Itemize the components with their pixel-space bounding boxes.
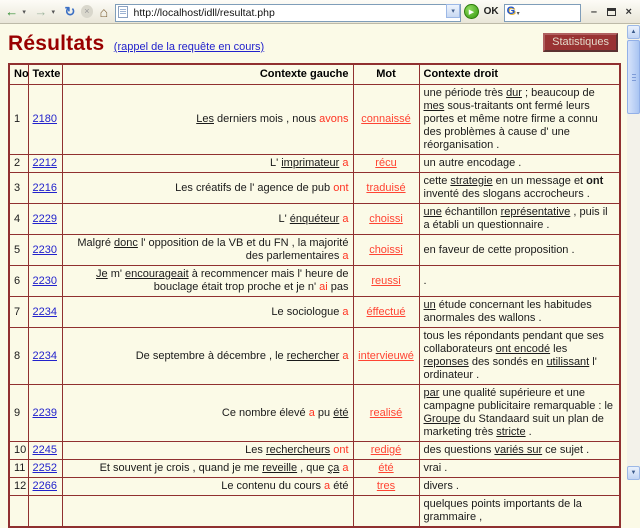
context-text: des questions xyxy=(423,444,495,456)
context-text: . xyxy=(525,426,532,438)
cell-mot xyxy=(353,235,419,266)
context-text: vrai . xyxy=(423,462,448,474)
context-text: des sondés en xyxy=(468,356,547,368)
marked-word: a xyxy=(342,349,349,362)
underlined-word: été xyxy=(333,406,349,419)
marked-word: avons xyxy=(319,113,349,125)
mot-link[interactable]: tres xyxy=(376,480,396,492)
underlined-word: reveille xyxy=(262,462,298,474)
cell-contexte-droit xyxy=(419,297,620,328)
underlined-word: Les xyxy=(196,113,214,125)
back-dropdown-icon[interactable]: ▾ xyxy=(22,8,26,16)
cell-contexte-gauche xyxy=(62,478,353,496)
table-row xyxy=(9,297,620,328)
context-text: Le contenu du cours xyxy=(221,480,325,492)
table-row xyxy=(9,155,620,173)
cell-contexte-droit xyxy=(419,328,620,385)
underlined-word: encourageait xyxy=(125,268,189,280)
context-text: pas xyxy=(327,281,349,293)
cell-texte xyxy=(28,204,62,235)
table-row xyxy=(9,385,620,442)
cell-contexte-gauche xyxy=(62,496,353,528)
url-dropdown-icon[interactable]: ▾ xyxy=(446,4,460,18)
cell-contexte-gauche xyxy=(62,204,353,235)
cell-contexte-droit xyxy=(419,478,620,496)
page-icon xyxy=(118,6,128,18)
context-text: Et souvent je crois , quand je me xyxy=(99,462,263,474)
context-text: à recommencer mais l' heure de bouclage était trop proche et je n' xyxy=(153,268,349,293)
underlined-word: Groupe xyxy=(423,413,461,425)
cell-contexte-droit xyxy=(419,460,620,478)
context-text: du Standaard suit un plan de marketing très xyxy=(423,413,604,438)
restore-glyph xyxy=(607,8,616,16)
marked-word: a xyxy=(342,462,349,474)
cell-row-number: 10 xyxy=(9,442,28,460)
table-row xyxy=(9,478,620,496)
context-text: sous-traitants ont fermé leurs portes et même notre firme a connu des problèmes à cause d' une réorganisation . xyxy=(423,100,598,151)
cell-texte xyxy=(28,442,62,460)
marked-word: a xyxy=(308,406,315,419)
cell-contexte-gauche xyxy=(62,266,353,297)
cell-mot xyxy=(353,173,419,204)
context-text: Le sociologue xyxy=(271,305,343,318)
underlined-word: mes xyxy=(423,100,445,112)
page-header xyxy=(8,32,626,56)
context-text: pu xyxy=(314,406,334,419)
underlined-word: imprimateur xyxy=(281,157,340,169)
cell-contexte-droit xyxy=(419,204,620,235)
cell-row-number: 2 xyxy=(9,155,28,173)
cell-texte xyxy=(28,297,62,328)
cell-mot xyxy=(353,328,419,385)
table-row xyxy=(9,85,620,155)
context-text: cette xyxy=(423,175,451,187)
scroll-up-icon[interactable]: ▲ xyxy=(627,25,640,39)
texte-link[interactable]: 2234 xyxy=(32,349,57,362)
cell-texte xyxy=(28,266,62,297)
marked-word: a xyxy=(342,250,349,262)
cell-texte xyxy=(28,496,62,528)
cell-row-number: 5 xyxy=(9,235,28,266)
cell-row-number: 8 xyxy=(9,328,28,385)
mot-link[interactable]: éffectué xyxy=(366,305,406,318)
context-text: étude concernant les habitudes anormales des wallons . xyxy=(423,299,592,324)
marked-word: a xyxy=(324,480,331,492)
query-recall-link[interactable]: (rappel de la requête en cours) xyxy=(113,41,265,53)
cell-texte xyxy=(28,460,62,478)
context-text: l' opposition de la VB et du FN , la majorité des parlementaires xyxy=(137,237,349,262)
texte-link[interactable]: 2229 xyxy=(32,212,57,225)
context-text: ; beaucoup de xyxy=(521,87,595,99)
cell-contexte-droit xyxy=(419,496,620,528)
mot-link[interactable]: connaissé xyxy=(361,113,411,125)
scroll-down-icon[interactable]: ▼ xyxy=(627,466,640,480)
results-table xyxy=(8,63,621,528)
underlined-word: rechercheurs xyxy=(265,444,331,456)
mot-link[interactable]: choissi xyxy=(369,212,403,225)
underlined-word: Je xyxy=(96,268,108,280)
underlined-word: dur xyxy=(506,87,522,99)
mot-link[interactable]: reussi xyxy=(371,274,401,287)
column-header-mot: Mot xyxy=(353,64,419,85)
texte-link[interactable]: 2245 xyxy=(32,444,57,456)
cell-row-number xyxy=(9,496,28,528)
context-text: été xyxy=(330,480,349,492)
context-text: L' xyxy=(278,212,290,225)
scrollbar-thumb[interactable] xyxy=(627,40,640,114)
cell-texte xyxy=(28,385,62,442)
cell-row-number: 12 xyxy=(9,478,28,496)
column-header-gauche: Contexte gauche xyxy=(62,64,353,85)
underlined-word: par xyxy=(423,387,440,399)
ok-label[interactable]: OK xyxy=(483,6,499,17)
context-text: L' xyxy=(269,157,282,169)
texte-link[interactable]: 2230 xyxy=(32,243,57,256)
minimize-icon[interactable]: – xyxy=(590,5,597,18)
context-text: Ce nombre élevé xyxy=(221,406,309,419)
context-text: De septembre à décembre , le xyxy=(135,349,287,362)
column-header-no: No xyxy=(9,64,28,85)
cell-contexte-gauche xyxy=(62,173,353,204)
context-text: Les xyxy=(245,444,266,456)
results-table-body xyxy=(9,85,620,528)
cell-mot xyxy=(353,266,419,297)
cell-contexte-droit xyxy=(419,85,620,155)
table-row xyxy=(9,173,620,204)
marked-word: ai xyxy=(319,281,328,293)
reload-icon[interactable]: ↻ xyxy=(64,4,76,19)
cell-texte xyxy=(28,85,62,155)
underlined-word: représentative xyxy=(500,206,571,218)
statistics-button[interactable]: Statistiques xyxy=(543,33,618,52)
cell-mot xyxy=(353,496,419,528)
cell-mot xyxy=(353,460,419,478)
marked-word: ont xyxy=(333,444,349,456)
underlined-word: utilissant xyxy=(546,356,590,368)
cell-mot xyxy=(353,297,419,328)
context-text: , que xyxy=(297,462,328,474)
cell-mot xyxy=(353,155,419,173)
marked-word: a xyxy=(342,157,349,169)
search-bar xyxy=(504,3,581,21)
context-text: . xyxy=(423,274,427,287)
context-text: une qualité supérieure et une campagne publicitaire remarquable : le xyxy=(423,387,614,412)
underlined-word: une xyxy=(423,206,442,218)
cell-contexte-droit xyxy=(419,173,620,204)
context-text: en faveur de cette proposition . xyxy=(423,243,575,256)
stop-icon[interactable]: × xyxy=(81,5,94,18)
cell-texte xyxy=(28,173,62,204)
context-text: tous les répondants pendant que ses collaborateurs xyxy=(423,330,604,355)
texte-link[interactable]: 2216 xyxy=(32,181,57,194)
context-text: , puis il a établi un questionnaire . xyxy=(423,206,608,231)
cell-contexte-gauche xyxy=(62,385,353,442)
context-text: ce sujet . xyxy=(542,444,590,456)
url-input[interactable] xyxy=(115,4,462,22)
texte-link[interactable]: 2252 xyxy=(32,462,57,474)
table-row xyxy=(9,266,620,297)
cell-row-number: 1 xyxy=(9,85,28,155)
underlined-word: un xyxy=(423,299,436,311)
context-text: échantillon xyxy=(441,206,501,218)
cell-contexte-gauche xyxy=(62,460,353,478)
table-row xyxy=(9,204,620,235)
texte-link[interactable]: 2212 xyxy=(32,157,57,169)
texte-link[interactable]: 2230 xyxy=(32,274,57,287)
context-text: un autre encodage . xyxy=(423,157,522,169)
cell-texte xyxy=(28,328,62,385)
restore-icon[interactable] xyxy=(604,4,618,19)
mot-link[interactable]: choissi xyxy=(369,243,403,256)
marked-word: a xyxy=(342,212,349,225)
mot-link[interactable]: realisé xyxy=(369,406,403,419)
table-row xyxy=(9,328,620,385)
table-row xyxy=(9,496,620,528)
mot-link[interactable]: traduisé xyxy=(366,181,406,194)
cell-contexte-droit xyxy=(419,266,620,297)
cell-contexte-droit xyxy=(419,155,620,173)
back-icon[interactable]: ← xyxy=(5,4,19,19)
cell-contexte-gauche xyxy=(62,85,353,155)
underlined-word: reponses xyxy=(423,356,469,368)
mot-link[interactable]: été xyxy=(378,462,394,474)
cell-contexte-gauche xyxy=(62,442,353,460)
context-text: une période très xyxy=(423,87,507,99)
cell-row-number: 9 xyxy=(9,385,28,442)
search-engine-icon[interactable]: G xyxy=(506,4,516,17)
close-icon[interactable]: × xyxy=(625,5,632,18)
cell-contexte-gauche xyxy=(62,328,353,385)
cell-texte xyxy=(28,478,62,496)
underlined-word: variés sur xyxy=(494,444,543,456)
cell-contexte-gauche xyxy=(62,297,353,328)
context-text: derniers mois , nous xyxy=(213,113,320,125)
home-icon[interactable]: ⌂ xyxy=(99,3,109,20)
context-text: les xyxy=(550,343,568,355)
cell-row-number: 4 xyxy=(9,204,28,235)
cell-contexte-gauche xyxy=(62,155,353,173)
underlined-word: ça xyxy=(327,462,340,474)
url-bar xyxy=(115,3,462,21)
context-text: Les créatifs de l' agence de pub xyxy=(175,181,334,194)
table-row xyxy=(9,235,620,266)
cell-row-number: 3 xyxy=(9,173,28,204)
cell-mot xyxy=(353,478,419,496)
context-text: en un message et xyxy=(492,175,587,187)
forward-icon[interactable]: → xyxy=(34,4,48,19)
marked-word: a xyxy=(342,305,349,318)
cell-contexte-droit xyxy=(419,442,620,460)
go-icon[interactable]: ▶ xyxy=(464,4,479,19)
cell-row-number: 11 xyxy=(9,460,28,478)
underlined-word: stricte xyxy=(496,426,526,438)
cell-texte xyxy=(28,155,62,173)
context-text: inventé des slogans accrocheurs . xyxy=(423,188,590,200)
cell-texte xyxy=(28,235,62,266)
forward-dropdown-icon[interactable]: ▾ xyxy=(51,8,56,16)
cell-contexte-droit xyxy=(419,235,620,266)
cell-contexte-gauche xyxy=(62,235,353,266)
vertical-scrollbar[interactable] xyxy=(627,25,640,480)
browser-toolbar xyxy=(0,0,640,24)
context-text: divers . xyxy=(423,480,459,492)
table-header-row xyxy=(9,64,620,85)
mot-link[interactable]: intervieuwé xyxy=(358,349,414,362)
column-header-droit: Contexte droit xyxy=(419,64,620,85)
page-title: Résultats xyxy=(8,32,105,55)
cell-mot xyxy=(353,204,419,235)
cell-mot xyxy=(353,385,419,442)
texte-link[interactable]: 2180 xyxy=(32,113,57,125)
cell-contexte-droit xyxy=(419,385,620,442)
cell-mot xyxy=(353,442,419,460)
texte-link[interactable]: 2239 xyxy=(32,406,57,419)
context-text: ont xyxy=(586,175,604,187)
cell-row-number: 6 xyxy=(9,266,28,297)
texte-link[interactable]: 2234 xyxy=(32,305,57,318)
table-row xyxy=(9,442,620,460)
mot-link[interactable]: récu xyxy=(375,157,397,169)
texte-link[interactable]: 2266 xyxy=(32,480,57,492)
cell-row-number: 7 xyxy=(9,297,28,328)
underlined-word: rechercher xyxy=(286,349,340,362)
page-content xyxy=(0,24,640,528)
marked-word: ont xyxy=(333,181,349,194)
table-row xyxy=(9,460,620,478)
context-text: m' xyxy=(107,268,126,280)
underlined-word: donc xyxy=(114,237,138,249)
search-dropdown-icon[interactable]: ▾ xyxy=(516,10,520,17)
underlined-word: ont encodé xyxy=(495,343,551,355)
context-text: quelques points importants de la grammaire , xyxy=(423,498,582,523)
underlined-word: énquéteur xyxy=(289,212,340,225)
mot-link[interactable]: redigé xyxy=(370,444,402,456)
column-header-texte: Texte xyxy=(28,64,62,85)
cell-mot xyxy=(353,85,419,155)
context-text: l' ordinateur . xyxy=(423,356,597,381)
context-text: Malgré xyxy=(77,237,115,249)
underlined-word: strategie xyxy=(450,175,493,187)
